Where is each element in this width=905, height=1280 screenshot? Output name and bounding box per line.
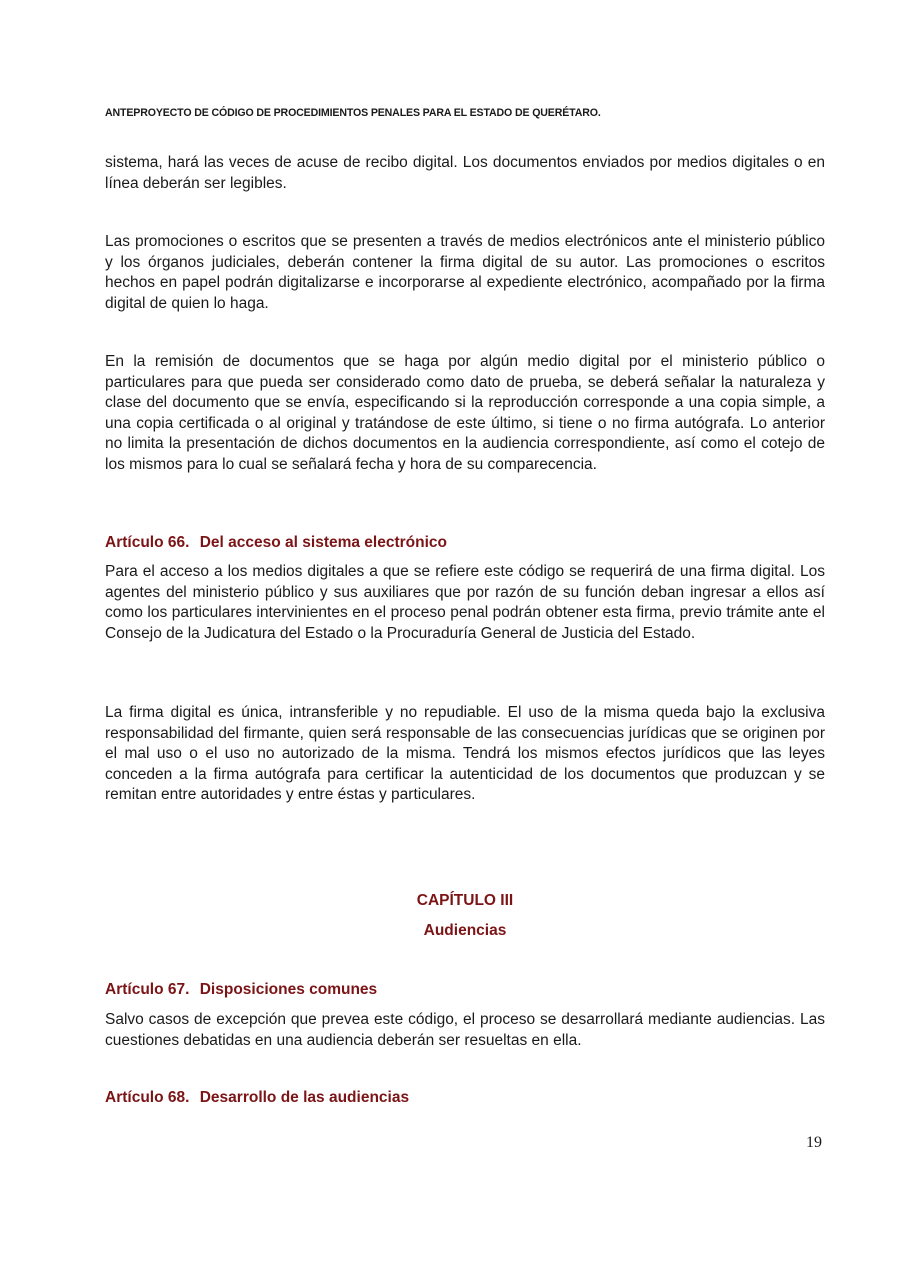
- chapter-title: Audiencias: [423, 922, 507, 939]
- page-number: 19: [806, 1134, 822, 1151]
- paragraph-promociones: Las promociones o escritos que se presenten a través de medios electrónicos ante el ministerio público y los órganos judiciales, deberán contener la firma digital de su autor. Las promociones o escritos hechos en papel podrán digitalizarse e incorporarse al expediente electrónico, acompañado por la firma digital de quien lo haga.: [105, 233, 825, 312]
- paragraph-remision-documentos: En la remisión de documentos que se haga por algún medio digital por el ministerio público o particulares para que pueda ser considerado como dato de prueba, se deberá señalar la naturaleza y clase del documento que se envía, especificando si la reproducción corresponde a una copia simple, a una copia certificada o al original y tratándose de este último, si tiene o no firma autógrafa. Lo anterior no limita la presentación de dichos documentos en la audiencia correspondiente, así como el cotejo de los mismos para lo cual se señalará fecha y hora de su comparecencia.: [105, 353, 825, 473]
- article-66-paragraph-2: La firma digital es única, intransferible y no repudiable. El uso de la misma queda bajo la exclusiva responsabilidad del firmante, quien será responsable de las consecuencias jurídicas que se originen por el mal uso o el uso no autorizado de la misma. Tendrá los mismos efectos jurídicos que las leyes conceden a la firma autógrafa para certificar la autenticidad de los documentos que produzcan y se remitan entre autoridades y entre éstas y particulares.: [105, 704, 825, 803]
- article-68-title: Desarrollo de las audiencias: [199, 1089, 410, 1106]
- article-67-title: Disposiciones comunes: [199, 981, 378, 998]
- paragraph-acuse-recibo: sistema, hará las veces de acuse de recibo digital. Los documentos enviados por medios digitales o en línea deberán ser legibles.: [105, 154, 825, 192]
- article-67-number: Artículo 67.: [105, 981, 190, 998]
- chapter-label: CAPÍTULO III: [416, 892, 514, 909]
- article-66-paragraph-1: Para el acceso a los medios digitales a que se refiere este código se requerirá de una firma digital. Los agentes del ministerio público y sus auxiliares que por razón de su función deban ingresar a ellos así como los particulares intervinientes en el proceso penal podrán obtener esta firma, previo trámite ante el Consejo de la Judicatura del Estado o la Procuraduría General de Justicia del Estado.: [105, 563, 825, 642]
- article-66-title: Del acceso al sistema electrónico: [199, 534, 448, 551]
- article-67-heading: [105, 980, 825, 1000]
- article-68-number: Artículo 68.: [105, 1089, 190, 1106]
- article-67-paragraph-1: Salvo casos de excepción que prevea este código, el proceso se desarrollará mediante audiencias. Las cuestiones debatidas en una audiencia deberán ser resueltas en ella.: [105, 1011, 825, 1049]
- running-header: ANTEPROYECTO DE CÓDIGO DE PROCEDIMIENTOS PENALES PARA EL ESTADO DE QUERÉTARO.: [105, 107, 601, 119]
- article-66-heading: [105, 533, 825, 553]
- article-66-number: Artículo 66.: [105, 534, 190, 551]
- article-68-heading: [105, 1088, 825, 1108]
